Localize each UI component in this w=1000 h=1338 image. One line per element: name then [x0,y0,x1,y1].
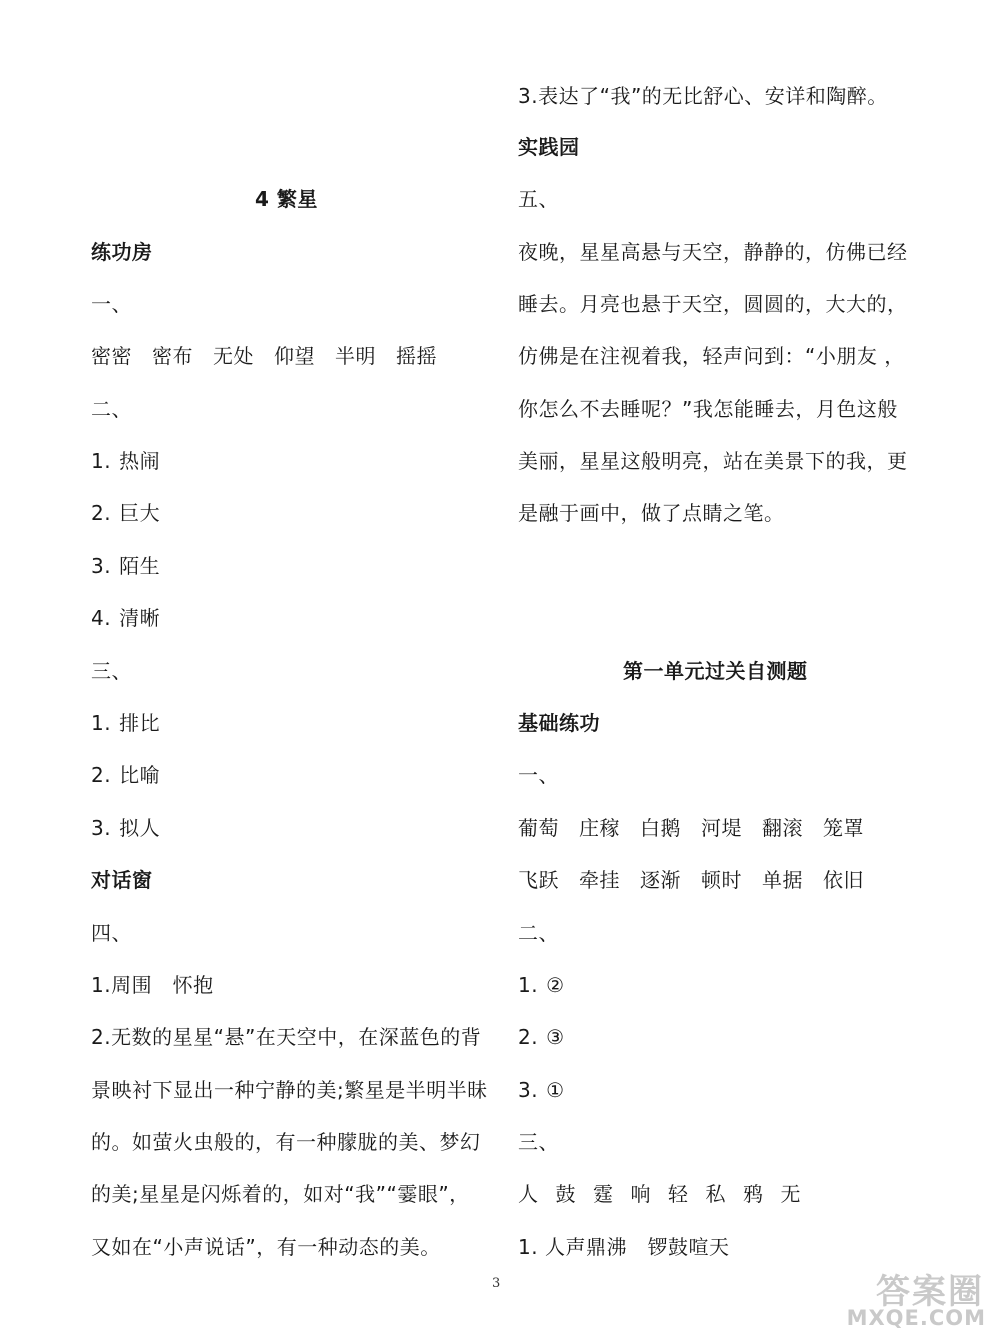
word: 逐渐 [640,868,681,892]
char: 无 [780,1182,801,1206]
watermark-text-bottom: MXQE.COM [846,1306,986,1330]
item-number: 3. [91,816,112,840]
watermark-text-top: 答案圈 [876,1272,984,1312]
item-text: 清晰 [119,606,161,630]
word: 顿时 [701,868,742,892]
item-number: 1. [91,711,112,735]
item-text: 巨大 [119,501,161,525]
item-number: 1. [91,449,112,473]
item-text: 热闹 [119,449,161,473]
watermark-logo [844,1262,994,1338]
item-text: 比喻 [119,763,161,787]
question-label-4: 四、 [91,921,132,945]
unit-test-title: 第一单元过关自测题 [623,659,808,683]
word: 半明 [335,344,376,368]
item-text: 排比 [119,711,161,735]
page-number: 3 [492,1276,501,1291]
word: 单据 [762,868,803,892]
word: 笼罩 [823,816,864,840]
section-heading-duihuachuang: 对话窗 [91,868,153,892]
paragraph-line: 仿佛是在注视着我，轻声问到：“小朋友 ， [518,344,905,368]
char: 轻 [668,1182,689,1206]
answer-item [91,552,160,580]
item-text: ① [546,1078,565,1102]
word: 庄稼 [579,816,620,840]
answer-char-list [518,1180,818,1208]
question-label-2: 二、 [518,921,559,945]
answer-item [518,1023,565,1051]
question-label-5: 五、 [518,187,559,211]
char: 鼓 [555,1182,576,1206]
paragraph-line: 的。如萤火虫般的，有一种朦胧的美、梦幻 [91,1130,481,1154]
question-label-3: 三、 [91,659,132,683]
answer-item [91,499,160,527]
word: 密密 [91,344,132,368]
answer-word-list [518,814,884,842]
item-text: 陌生 [119,554,161,578]
word: 飞跃 [518,868,559,892]
item-number: 2. [91,763,112,787]
item-number: 4. [91,606,112,630]
word: 仰望 [274,344,315,368]
char: 私 [705,1182,726,1206]
char: 人 [518,1182,539,1206]
section-heading-jichu: 基础练功 [518,711,600,735]
item-text: 拟人 [119,816,161,840]
char: 霆 [593,1182,614,1206]
word: 依旧 [823,868,864,892]
answer-item [91,761,160,789]
word: 葡萄 [518,816,559,840]
word: 白鹅 [640,816,681,840]
answer-item [518,1076,565,1104]
answer-item [91,447,160,475]
word: 牵挂 [579,868,620,892]
item-number: 2. [518,1025,539,1049]
word: 河堤 [701,816,742,840]
answer-item: 3.表达了“我”的无比舒心、安详和陶醉。 [518,84,888,108]
paragraph-line: 景映衬下显出一种宁静的美;繁星是半明半昧 [91,1078,488,1102]
paragraph-line: 又如在“小声说话”，有一种动态的美。 [91,1235,441,1259]
item-text: ② [546,973,565,997]
paragraph-line: 是融于画中，做了点睛之笔。 [518,501,785,525]
answer-item [91,709,160,737]
word: 无处 [213,344,254,368]
item-number: 3. [518,1078,539,1102]
char: 响 [630,1182,651,1206]
answer-word-list [518,866,884,894]
paragraph-line: 的美;星星是闪烁着的，如对“我”“霎眼”， [91,1182,470,1206]
char: 鸦 [743,1182,764,1206]
paragraph-line: 美丽，星星这般明亮，站在美景下的我，更 [518,449,908,473]
question-label-1: 一、 [91,292,132,316]
question-label-3: 三、 [518,1130,559,1154]
answer-item: 1. 人声鼎沸 锣鼓喧天 [518,1235,730,1259]
answer-item [91,814,160,842]
paragraph-line: 夜晚，星星高悬与天空，静静的，仿佛已经 [518,240,908,264]
item-number: 3. [91,554,112,578]
question-label-2: 二、 [91,397,132,421]
section-heading-shijianyuan: 实践园 [518,135,580,159]
paragraph-line: 2.无数的星星“悬”在天空中，在深蓝色的背 [91,1025,482,1049]
item-number: 2. [91,501,112,525]
answer-item [518,971,565,999]
item-text: ③ [546,1025,565,1049]
answer-word-list [91,342,457,370]
answer-item [91,604,160,632]
word: 摇摇 [396,344,437,368]
item-number: 1. [518,973,539,997]
answer-item: 1.周围 怀抱 [91,973,214,997]
section-heading-lianggongfang: 练功房 [91,240,153,264]
lesson-title: 4 繁星 [255,187,318,211]
question-label-1: 一、 [518,763,559,787]
word: 翻滚 [762,816,803,840]
paragraph-line: 你怎么不去睡呢？”我怎能睡去，月色这般 [518,397,898,421]
paragraph-line: 睡去。月亮也悬于天空，圆圆的，大大的， [518,292,908,316]
word: 密布 [152,344,193,368]
